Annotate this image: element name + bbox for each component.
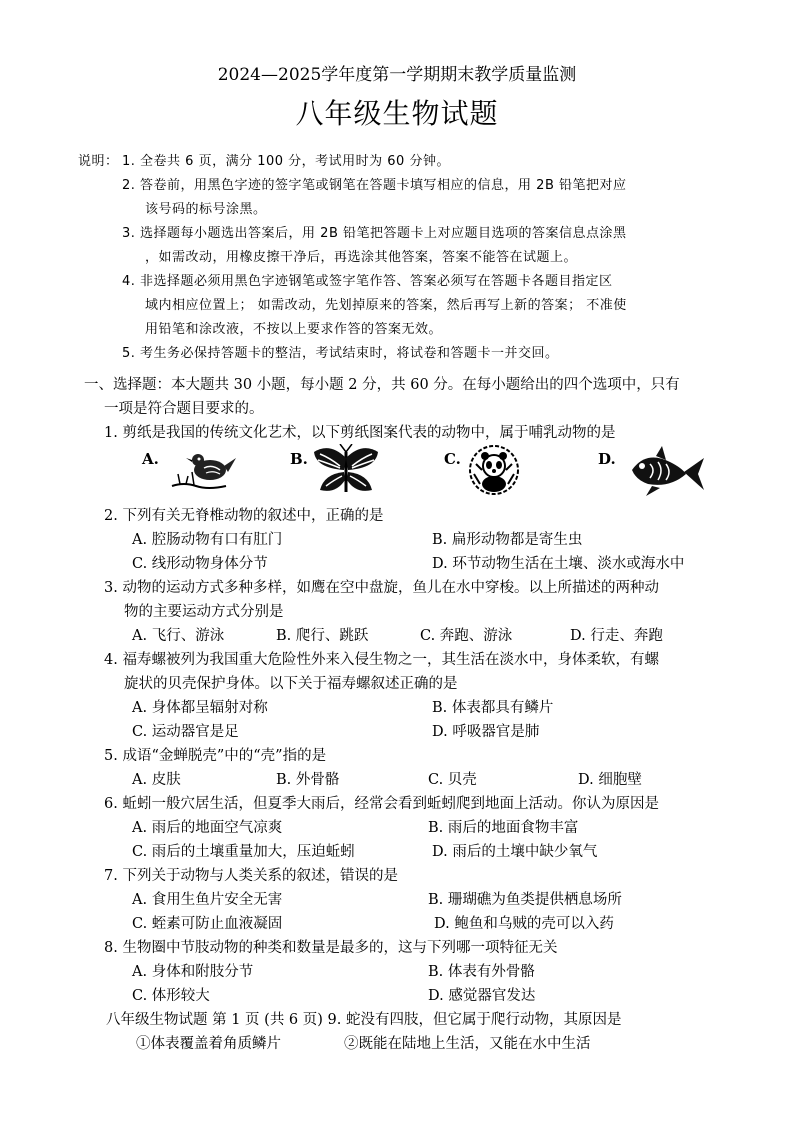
fish-papercut-icon — [626, 444, 706, 498]
subject-title: 八年级生物试题 — [295, 97, 499, 130]
option-label: D. — [598, 450, 616, 468]
option-c: C. 雨后的土壤重量加大，压迫蚯蚓 — [132, 844, 355, 860]
option-c: C. 体形较大 — [132, 988, 210, 1004]
option-b: B. 体表有外骨骼 — [428, 964, 535, 980]
question-stem: 2. 下列有关无脊椎动物的叙述中，正确的是 — [104, 508, 384, 524]
statement-1: ①体表覆盖着角质鳞片 — [136, 1036, 281, 1052]
butterfly-papercut-icon — [310, 444, 382, 496]
section-heading: 一、选择题：本大题共 30 小题，每小题 2 分，共 60 分。在每小题给出的四个选项中，只有 — [84, 377, 680, 393]
option-d: D. 雨后的土壤中缺少氧气 — [432, 844, 598, 860]
question-stem-cont: 物的主要运动方式分别是 — [124, 604, 284, 620]
instruction-line: 4. 非选择题必须用黑色字迹钢笔或签字笔作答、答案必须写在答题卡各题目指定区 — [122, 274, 613, 289]
option-a: A. 飞行、游泳 — [132, 628, 225, 644]
instruction-line: 域内相应位置上； 如需改动，先划掉原来的答案，然后再写上新的答案； 不准使 — [145, 298, 627, 313]
option-b: B. 外骨骼 — [276, 772, 340, 788]
question-stem: 4. 福寿螺被列为我国重大危险性外来入侵生物之一，其生活在淡水中，身体柔软，有螺 — [104, 652, 659, 668]
option-d: D. 细胞壁 — [578, 772, 642, 788]
option-a: A. 雨后的地面空气凉爽 — [132, 820, 283, 836]
option-c: C. 贝壳 — [428, 772, 477, 788]
section-heading-cont: 一项是符合题目要求的。 — [104, 401, 264, 417]
option-c: C. 蛭素可防止血液凝固 — [132, 916, 283, 932]
option-c: C. 奔跑、游泳 — [420, 628, 513, 644]
option-a: A. 皮肤 — [132, 772, 181, 788]
option-label: A. — [142, 450, 159, 468]
instructions-prefix: 说明： — [78, 154, 119, 169]
instruction-line: ，如需改动，用橡皮擦干净后，再选涂其他答案，答案不能答在试题上。 — [145, 250, 578, 265]
instruction-line: 3. 选择题每小题选出答案后，用 2B 铅笔把答题卡上对应题目选项的答案信息点涂黑 — [122, 226, 627, 241]
question-stem-cont: 旋状的贝壳保护身体。以下关于福寿螺叙述正确的是 — [124, 676, 458, 692]
option-b: B. 体表都具有鳞片 — [432, 700, 554, 716]
question-stem: 8. 生物圈中节肢动物的种类和数量是最多的，这与下列哪一项特征无关 — [104, 940, 558, 956]
question-stem: 7. 下列关于动物与人类关系的叙述，错误的是 — [104, 868, 398, 884]
instruction-line: 该号码的标号涂黑。 — [145, 202, 267, 217]
option-a: A. 腔肠动物有口有肛门 — [132, 532, 283, 548]
option-c: C. 线形动物身体分节 — [132, 556, 268, 572]
option-b: B. 雨后的地面食物丰富 — [428, 820, 579, 836]
option-d: D. 鲍鱼和乌贼的壳可以入药 — [434, 916, 614, 932]
option-b: B. 爬行、跳跃 — [276, 628, 369, 644]
option-b: B. 扁形动物都是寄生虫 — [432, 532, 583, 548]
instruction-line: 用铅笔和涂改液，不按以上要求作答的答案无效。 — [145, 322, 443, 337]
option-c: C. 运动器官是足 — [132, 724, 239, 740]
panda-papercut-icon — [468, 444, 520, 496]
instruction-line: 5. 考生务必保持答题卡的整洁，考试结束时，将试卷和答题卡一并交回。 — [122, 346, 559, 361]
question-stem: 3. 动物的运动方式多种多样，如鹰在空中盘旋，鱼儿在水中穿梭。以上所描述的两种动 — [104, 580, 659, 596]
option-a: A. 身体都呈辐射对称 — [132, 700, 268, 716]
page-footer-question-stem: 八年级生物试题 第 1 页 (共 6 页) 9. 蛇没有四肢，但它属于爬行动物，其原因是 — [106, 1012, 622, 1028]
option-label: B. — [290, 450, 308, 468]
option-b: B. 珊瑚礁为鱼类提供栖息场所 — [428, 892, 622, 908]
question-stem: 6. 蚯蚓一般穴居生活，但夏季大雨后，经常会看到蚯蚓爬到地面上活动。你认为原因是 — [104, 796, 659, 812]
option-d: D. 呼吸器官是肺 — [432, 724, 540, 740]
instruction-line: 1. 全卷共 6 页，满分 100 分，考试用时为 60 分钟。 — [122, 154, 450, 169]
option-d: D. 环节动物生活在土壤、淡水或海水中 — [432, 556, 685, 572]
option-d: D. 行走、奔跑 — [570, 628, 663, 644]
bird-papercut-icon — [166, 446, 238, 494]
option-a: A. 食用生鱼片安全无害 — [132, 892, 283, 908]
option-a: A. 身体和附肢分节 — [132, 964, 254, 980]
exam-title: 2024—2025学年度第一学期期末教学质量监测 — [217, 65, 577, 85]
instruction-line: 2. 答卷前，用黑色字迹的签字笔或钢笔在答题卡填写相应的信息，用 2B 铅笔把对应 — [122, 178, 627, 193]
option-label: C. — [444, 450, 461, 468]
question-stem: 1. 剪纸是我国的传统文化艺术，以下剪纸图案代表的动物中，属于哺乳动物的是 — [104, 425, 616, 441]
statement-2: ②既能在陆地上生活，又能在水中生活 — [344, 1036, 591, 1052]
option-d: D. 感觉器官发达 — [428, 988, 536, 1004]
question-stem: 5. 成语“金蝉脱壳”中的“壳”指的是 — [104, 748, 327, 764]
